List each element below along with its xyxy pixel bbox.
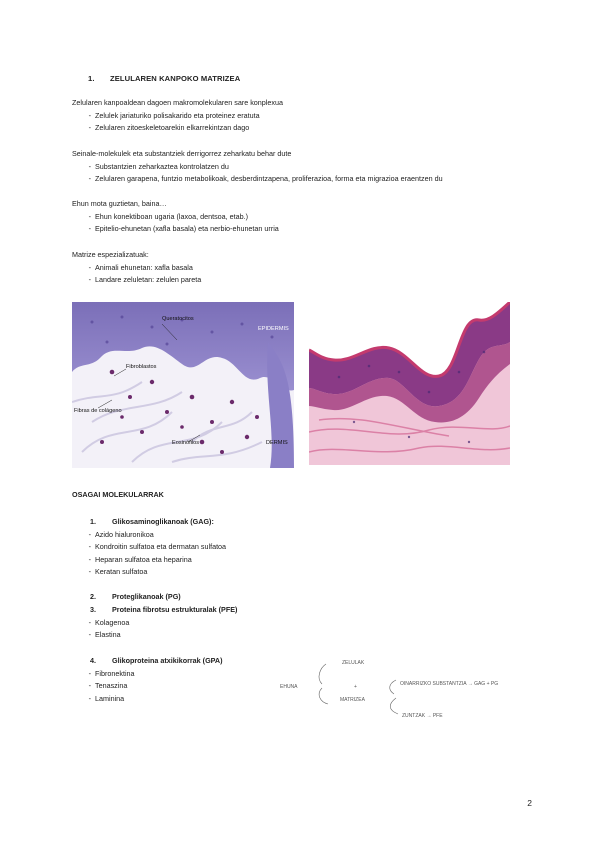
diagram-plus: + [354,684,357,690]
histology-image-labeled [72,302,294,468]
list-item: - Substantzien zeharkaztea kontrolatzen du [72,161,443,174]
section-heading [88,74,240,83]
list-item: - Zelulek jariaturiko polisakarido eta proteinez eratuta [72,110,283,123]
diagram-zuntzak: ZUNTZAK → PFE [402,713,443,719]
list-item: - Ehun konektiboan ugaria (laxoa, dentsoa, etab.) [72,211,279,224]
list-item: - Animali ehunetan: xafla basala [72,262,201,275]
component-gpa [72,655,223,705]
component-pfe [72,604,237,642]
label-fibroblastos: Fibroblastos [126,364,157,370]
component-heading: 2. Proteglikanoak (PG) [90,592,181,601]
label-queratocitos: Queratocitos [162,316,194,322]
page-number: 2 [527,798,532,808]
block-lead: Seinale-molekulek eta substantziek derrigorrez zeharkatu behar dute [72,149,292,158]
heading-title: ZELULAREN KANPOKO MATRIZEA [110,74,241,83]
list-item: - Tenaszina [72,680,223,693]
component-heading: 1. Glikosaminoglikanoak (GAG): [90,517,214,526]
component-pg [72,591,181,604]
tissue-block [72,198,279,236]
component-heading: 4. Glikoproteina atxikikorrak (GPA) [90,656,223,665]
specialized-block [72,249,201,287]
ecm-diagram [276,654,526,722]
definition-block [72,97,283,135]
diagram-zelulak: ZELULAK [342,660,365,666]
label-epidermis: EPIDERMIS [258,326,289,332]
label-eosinofilos: Eosinófilos [172,440,200,446]
histology-he-drawing [309,302,510,465]
label-dermis: DERMIS [266,440,288,446]
list-item: - Zelularen garapena, funtzio metabolikoak, desberdintzapena, proliferazioa, forma eta migrazioa eraentzen du [72,173,443,186]
block-lead: Ehun mota guztietan, baina… [72,199,167,208]
diagram-ehuna: EHUNA [280,684,298,690]
list-item: - Kolagenoa [72,617,237,630]
diagram-matrizea: MATRIZEA [340,697,365,703]
list-item: - Heparan sulfatoa eta heparina [72,554,226,567]
list-item: - Laminina [72,693,223,706]
diagram-oinarrizko: OINARRIZKO SUBSTANTZIA → GAG + PG [400,681,499,687]
list-item: - Fibronektina [72,668,223,681]
component-gag [72,516,226,579]
list-item: - Kondroitin sulfatoa eta dermatan sulfatoa [72,541,226,554]
heading-number: 1. [88,74,95,83]
list-item: - Azido hialuronikoa [72,529,226,542]
label-fibras: Fibras de colágeno [74,408,122,414]
signal-block [72,148,443,186]
section-title: OSAGAI MOLEKULARRAK [72,490,164,499]
block-lead: Matrize espezializatuak: [72,250,149,259]
histology-image-he [309,302,510,465]
component-heading: 3. Proteina fibrotsu estrukturalak (PFE) [90,605,238,614]
list-item: - Elastina [72,629,237,642]
list-item: - Epitelio-ehunetan (xafla basala) eta nerbio-ehunetan urria [72,223,279,236]
list-item: - Landare zeluletan: zelulen pareta [72,274,201,287]
list-item: - Zelularen zitoeskeletoarekin elkarrekintzan dago [72,122,283,135]
list-item: - Keratan sulfatoa [72,566,226,579]
block-lead: Zelularen kanpoaldean dagoen makromolekularen sare konplexua [72,98,283,107]
